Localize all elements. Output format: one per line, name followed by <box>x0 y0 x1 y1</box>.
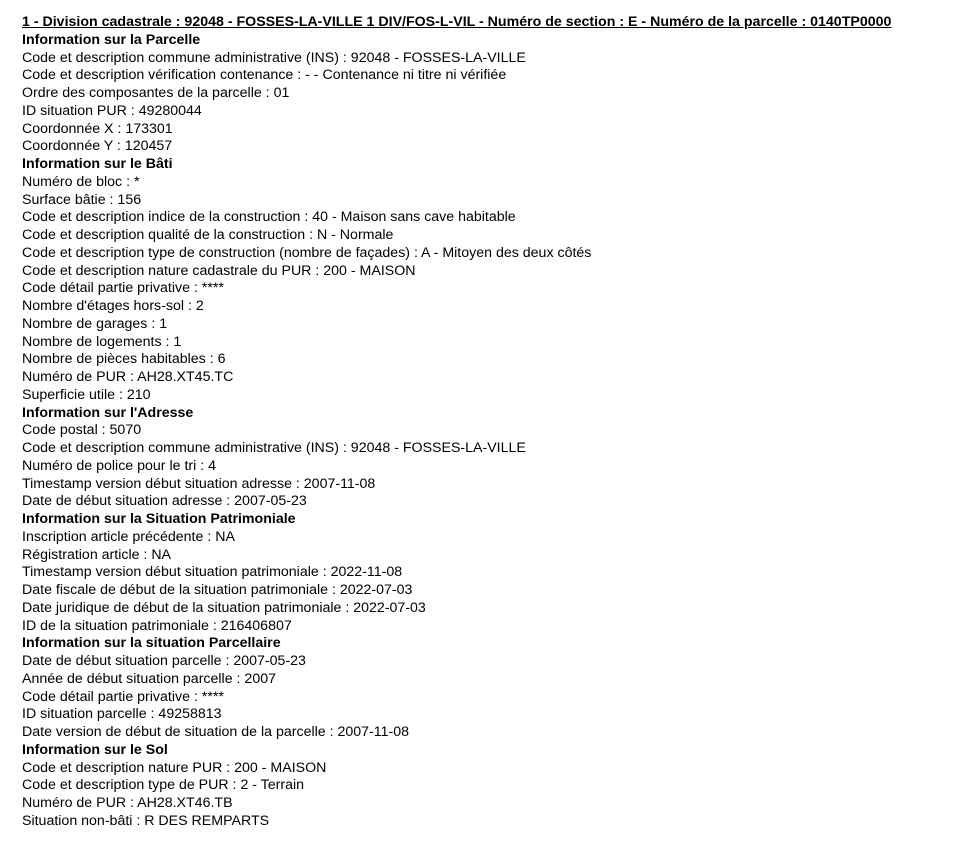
info-line: Code et description commune administrative (INS) : 92048 - FOSSES-LA-VILLE <box>22 49 526 66</box>
cadastral-document <box>22 14 972 831</box>
info-line: Code détail partie privative : **** <box>22 688 224 705</box>
info-section <box>22 405 972 512</box>
info-line: Superficie utile : 210 <box>22 386 151 403</box>
section-title: Information sur l'Adresse <box>22 404 194 421</box>
info-line: Date de début situation parcelle : 2007-05-23 <box>22 653 306 669</box>
info-line: Nombre de pièces habitables : 6 <box>22 351 226 368</box>
info-line: Code et description vérification contenance : - - Contenance ni titre ni vérifiée <box>22 67 507 84</box>
info-line: Année de début situation parcelle : 2007 <box>22 670 276 687</box>
info-line: Timestamp version début situation adresse : 2007-11-08 <box>22 475 376 492</box>
info-section <box>22 511 972 635</box>
info-line: Code et description indice de la construction : 40 - Maison sans cave habitable <box>22 209 516 226</box>
info-line: Inscription article précédente : NA <box>22 528 235 545</box>
info-section <box>22 156 972 405</box>
info-line: Coordonnée X : 173301 <box>22 120 173 137</box>
info-line: Code et description qualité de la construction : N - Normale <box>22 227 394 243</box>
section-title: Information sur la situation Parcellaire <box>22 635 281 652</box>
info-line: Date fiscale de début de la situation patrimoniale : 2022-07-03 <box>22 582 413 598</box>
info-section <box>22 742 972 831</box>
info-line: Code et description nature PUR : 200 - MAISON <box>22 759 327 776</box>
info-line: ID situation PUR : 49280044 <box>22 102 202 119</box>
info-line: Surface bâtie : 156 <box>22 191 142 208</box>
info-line: Code détail partie privative : **** <box>22 280 224 297</box>
info-section <box>22 635 972 742</box>
info-line: Date de début situation adresse : 2007-05-23 <box>22 493 307 510</box>
info-line: Nombre d'étages hors-sol : 2 <box>22 298 204 314</box>
section-title: Information sur la Situation Patrimoniale <box>22 511 296 527</box>
info-line: Nombre de garages : 1 <box>22 315 168 332</box>
info-line: Numéro de PUR : AH28.XT46.TB <box>22 795 233 811</box>
info-line: Date juridique de début de la situation patrimoniale : 2022-07-03 <box>22 599 426 616</box>
info-line: Coordonnée Y : 120457 <box>22 138 173 155</box>
info-line: ID situation parcelle : 49258813 <box>22 706 222 723</box>
info-line: Timestamp version début situation patrimoniale : 2022-11-08 <box>22 564 403 581</box>
sections-container <box>22 32 972 831</box>
info-line: Code et description nature cadastrale du PUR : 200 - MAISON <box>22 262 416 279</box>
info-line: Situation non-bâti : R DES REMPARTS <box>22 812 270 829</box>
section-title: Information sur le Sol <box>22 741 168 758</box>
info-line: Numéro de police pour le tri : 4 <box>22 457 216 474</box>
info-line: Ordre des composantes de la parcelle : 01 <box>22 85 290 101</box>
info-line: ID de la situation patrimoniale : 216406807 <box>22 617 292 634</box>
info-line: Date version de début de situation de la parcelle : 2007-11-08 <box>22 724 409 740</box>
section-title: Information sur le Bâti <box>22 156 173 172</box>
info-section <box>22 32 972 156</box>
info-line: Numéro de PUR : AH28.XT45.TC <box>22 369 234 385</box>
info-line: Code et description type de PUR : 2 - Terrain <box>22 777 305 794</box>
info-line: Code postal : 5070 <box>22 422 142 439</box>
info-line: Régistration article : NA <box>22 546 172 563</box>
info-line: Nombre de logements : 1 <box>22 333 182 350</box>
document-heading: 1 - Division cadastrale : 92048 - FOSSES-LA-VILLE 1 DIV/FOS-L-VIL - Numéro de section : E - Numéro de la parcelle : 0140TP0000 <box>22 14 892 30</box>
info-line: Numéro de bloc : * <box>22 173 140 190</box>
info-line: Code et description commune administrative (INS) : 92048 - FOSSES-LA-VILLE <box>22 440 526 456</box>
info-line: Code et description type de construction (nombre de façades) : A - Mitoyen des deux côtés <box>22 244 592 261</box>
section-title: Information sur la Parcelle <box>22 31 201 48</box>
